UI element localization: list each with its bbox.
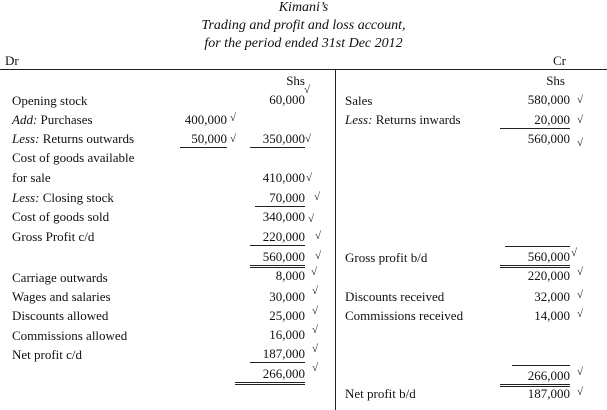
gross-profit-bd-label: Gross profit b/d (345, 250, 428, 265)
net-profit-bd-label: Net profit b/d (345, 386, 416, 401)
dr-label: Dr (5, 53, 19, 68)
tick-mark: √ (577, 386, 584, 398)
trading-total-left: 560,000 (250, 249, 305, 268)
tick-mark: √ (577, 266, 584, 278)
purchases-label: Purchases (37, 112, 93, 127)
cogs-amount: 340,000 (262, 209, 305, 224)
trading-total-right: 560,000 (500, 249, 570, 268)
tick-mark: √ (312, 362, 319, 374)
returns-inwards-amount: 20,000 (500, 112, 570, 129)
sales-amount: 580,000 (527, 92, 570, 107)
tick-mark: √ (312, 305, 319, 317)
discounts-received-label: Discounts received (345, 289, 445, 304)
commissions-received-amount: 14,000 (534, 308, 570, 323)
currency-header-right: Shs (546, 73, 565, 88)
closing-stock-label: Closing stock (39, 190, 114, 205)
tick-mark: √ (230, 112, 237, 124)
tick-mark: √ (311, 266, 318, 278)
cr-label: Cr (553, 53, 566, 68)
trading-total-rule (505, 246, 570, 247)
commissions-allowed-label: Commissions allowed (12, 328, 128, 343)
tick-mark: √ (314, 191, 321, 203)
sales-label: Sales (345, 93, 373, 108)
wages-label: Wages and salaries (12, 289, 111, 304)
closing-stock-amount: 70,000 (255, 190, 305, 207)
less-prefix: Less: (12, 190, 40, 205)
gross-profit-cd-amount: 220,000 (250, 229, 305, 246)
tick-mark: √ (306, 172, 313, 184)
less-prefix: Less: (12, 131, 40, 146)
cogs-label: Cost of goods sold (12, 209, 110, 224)
pl-total-left: 266,000 (235, 366, 305, 385)
tick-mark: √ (312, 343, 319, 355)
for-sale-label: for sale (12, 170, 51, 185)
opening-stock-label: Opening stock (12, 93, 88, 108)
net-sales-amount: 560,000 (527, 131, 570, 146)
opening-stock-amount: 60,000 (269, 92, 305, 107)
commissions-allowed-amount: 16,000 (269, 327, 305, 342)
commissions-received-label: Commissions received (345, 308, 464, 323)
returns-inwards-label: Returns inwards (372, 112, 461, 127)
purchases-amount: 400,000 (184, 112, 227, 127)
account-period: for the period ended 31st Dec 2012 (204, 36, 403, 51)
top-rule (0, 69, 607, 70)
discounts-allowed-label: Discounts allowed (12, 308, 109, 323)
tick-mark: √ (571, 247, 578, 259)
discounts-allowed-amount: 25,000 (269, 308, 305, 323)
less-prefix: Less: (345, 112, 373, 127)
add-prefix: Add: (12, 112, 38, 127)
carriage-outwards-amount: 8,000 (275, 268, 305, 283)
carriage-outwards-label: Carriage outwards (12, 270, 108, 285)
pl-total-right: 266,000 (500, 368, 570, 387)
center-divider (335, 69, 336, 410)
tick-mark: √ (577, 137, 584, 149)
gross-profit-cd-label: Gross Profit c/d (12, 229, 95, 244)
account-owner: Kimani’s (278, 0, 329, 15)
tick-mark: √ (305, 133, 312, 145)
tick-mark: √ (312, 285, 319, 297)
currency-header-left: Shs (286, 73, 305, 88)
net-profit-cd-amount: 187,000 (250, 346, 305, 363)
account-title: Trading and profit and loss account, (201, 18, 406, 33)
tick-mark: √ (577, 114, 584, 126)
gross-profit-bd-amount: 220,000 (527, 268, 570, 283)
cogs-available-amount: 410,000 (262, 170, 305, 185)
tick-mark: √ (315, 230, 322, 242)
tick-mark: √ (577, 94, 584, 106)
returns-outwards-label: Returns outwards (39, 131, 135, 146)
tick-mark: √ (312, 324, 319, 336)
wages-amount: 30,000 (269, 289, 305, 304)
tick-mark: √ (304, 84, 311, 96)
pl-total-rule (512, 365, 570, 366)
tick-mark: √ (230, 133, 237, 145)
net-profit-bd-amount: 187,000 (527, 386, 570, 401)
net-profit-cd-label: Net profit c/d (12, 347, 83, 362)
tick-mark: √ (308, 213, 315, 225)
tick-mark: √ (577, 308, 584, 320)
returns-outwards-amount: 50,000 (180, 131, 227, 148)
discounts-received-amount: 32,000 (534, 289, 570, 304)
tick-mark: √ (577, 289, 584, 301)
cogs-available-label: Cost of goods available (12, 150, 135, 165)
tick-mark: √ (577, 366, 584, 378)
net-purchases-amount: 350,000 (250, 131, 305, 148)
tick-mark: √ (315, 250, 322, 262)
